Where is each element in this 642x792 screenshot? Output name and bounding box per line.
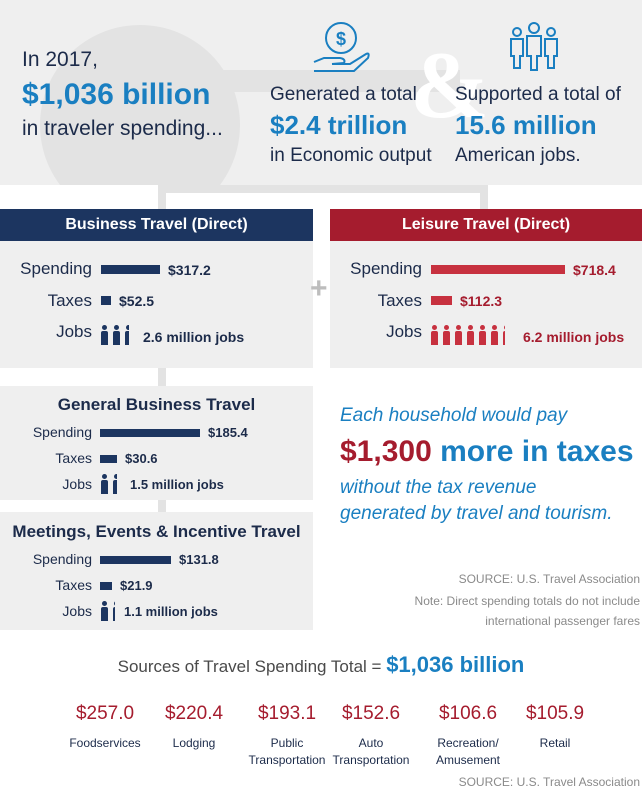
- source-note: SOURCE: U.S. Travel Association: [458, 572, 640, 586]
- leisure-spending-bar: [431, 265, 565, 274]
- household-callout: [340, 405, 640, 527]
- direct-spending-note-2: international passenger fares: [485, 614, 640, 628]
- gbt-jobs-label: Jobs: [62, 476, 92, 492]
- gbt-spending-bar: [100, 429, 200, 437]
- money-hand-icon: [310, 18, 372, 76]
- person-icon: [101, 474, 108, 494]
- source-label: Retail: [539, 736, 571, 750]
- business-taxes-value: $52.5: [119, 293, 155, 309]
- jobs-amount: 15.6 million: [455, 110, 597, 140]
- source-note-bottom: SOURCE: U.S. Travel Association: [458, 775, 640, 789]
- household-line-1: Each household would pay: [340, 405, 568, 426]
- connector: [158, 185, 488, 193]
- business-spending-label: Spending: [20, 259, 92, 278]
- leisure-spending-value: $718.4: [573, 262, 616, 278]
- household-line-3: without the tax revenue: [340, 477, 537, 498]
- output-line-3: in Economic output: [270, 145, 432, 166]
- business-jobs-label: Jobs: [56, 322, 92, 341]
- household-line-2: [340, 435, 640, 469]
- meetings-title: Meetings, Events & Incentive Travel: [12, 522, 301, 541]
- ampersand-graphic: &: [410, 32, 490, 138]
- household-amount: $1,300: [340, 435, 432, 468]
- person-icon: [455, 325, 462, 345]
- people-icon: [508, 20, 560, 74]
- leisure-taxes-label: Taxes: [377, 291, 422, 310]
- business-travel-header: Business Travel (Direct): [0, 209, 313, 241]
- gbt-spending-label: Spending: [32, 424, 92, 440]
- mei-taxes-value: $21.9: [120, 578, 153, 593]
- gbt-taxes-bar: [100, 455, 117, 463]
- connector: [480, 185, 488, 209]
- gbt-taxes-label: Taxes: [55, 450, 92, 466]
- connector: [158, 368, 166, 386]
- mei-taxes-label: Taxes: [55, 577, 92, 593]
- person-icon: [491, 325, 498, 345]
- source-label: Recreation/ Amusement: [435, 736, 501, 767]
- gbt-jobs-value: 1.5 million jobs: [130, 477, 224, 492]
- mei-spending-label: Spending: [32, 551, 92, 567]
- source-value: $257.0: [75, 703, 135, 724]
- gbt-spending-value: $185.4: [208, 425, 248, 440]
- mei-jobs-label: Jobs: [62, 603, 92, 619]
- sources-title-prefix: Sources of Travel Spending Total =: [117, 657, 382, 676]
- mei-jobs-value: 1.1 million jobs: [124, 604, 218, 619]
- household-more-taxes: more in taxes: [440, 435, 634, 468]
- leisure-jobs-label: Jobs: [386, 322, 422, 341]
- business-jobs-value: 2.6 million jobs: [143, 329, 245, 345]
- business-taxes-bar: [101, 296, 111, 305]
- jobs-line-3: American jobs.: [455, 145, 581, 166]
- person-icon: [125, 325, 129, 345]
- person-icon: [467, 325, 474, 345]
- mei-taxes-bar: [100, 582, 112, 590]
- person-icon: [431, 325, 438, 345]
- source-label: Auto Transportation: [332, 736, 410, 767]
- source-label: Lodging: [172, 736, 216, 750]
- business-spending-value: $317.2: [168, 262, 211, 278]
- direct-spending-note-1: Note: Direct spending totals do not include: [414, 594, 640, 608]
- person-icon: [113, 325, 120, 345]
- leisure-travel-header: Leisure Travel (Direct): [330, 209, 642, 241]
- source-label: Public Transportation: [248, 736, 326, 767]
- source-value: $105.9: [525, 703, 585, 724]
- general-business-title: General Business Travel: [57, 395, 256, 414]
- source-value: $220.4: [164, 703, 224, 724]
- gbt-taxes-value: $30.6: [125, 451, 158, 466]
- source-value: $152.6: [341, 703, 401, 724]
- top-banner: [0, 0, 642, 185]
- sources-title-total: $1,036 billion: [386, 652, 525, 677]
- output-line-1: Generated a total: [270, 84, 417, 105]
- leisure-jobs-value: 6.2 million jobs: [523, 329, 625, 345]
- person-icon: [113, 601, 115, 621]
- leisure-taxes-value: $112.3: [460, 293, 503, 309]
- mei-spending-bar: [100, 556, 171, 564]
- leisure-taxes-bar: [431, 296, 452, 305]
- household-line-4: generated by travel and tourism.: [340, 503, 613, 524]
- source-value: $106.6: [438, 703, 498, 724]
- person-icon: [443, 325, 450, 345]
- source-value: $193.1: [257, 703, 317, 724]
- person-icon: [101, 601, 108, 621]
- svg-text:$: $: [335, 29, 347, 49]
- plus-icon: +: [310, 272, 328, 305]
- person-icon: [503, 325, 505, 345]
- person-icon: [113, 474, 117, 494]
- connector: [158, 500, 166, 512]
- output-amount: $2.4 trillion: [270, 110, 408, 140]
- jobs-line-1: Supported a total of: [455, 84, 621, 105]
- business-spending-bar: [101, 265, 160, 274]
- source-label: Foodservices: [69, 736, 141, 750]
- intro-amount: $1,036 billion: [22, 78, 211, 111]
- intro-description: in traveler spending...: [22, 117, 223, 140]
- intro-year: In 2017,: [22, 48, 98, 71]
- person-icon: [479, 325, 486, 345]
- sources-title: [0, 652, 642, 678]
- leisure-spending-label: Spending: [350, 259, 422, 278]
- person-icon: [101, 325, 108, 345]
- business-taxes-label: Taxes: [47, 291, 92, 310]
- mei-spending-value: $131.8: [179, 552, 219, 567]
